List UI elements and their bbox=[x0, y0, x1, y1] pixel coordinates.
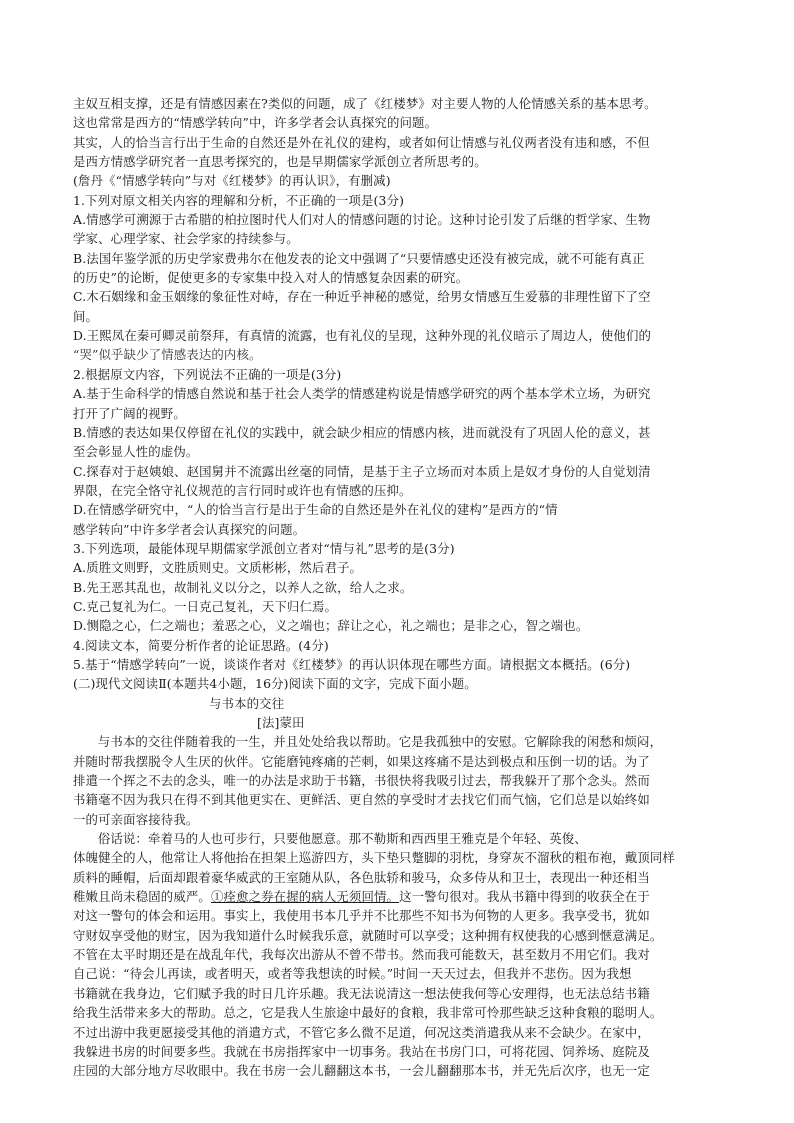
essay-line: 俗话说：牵着马的人也可步行，只要他愿意。那不勒斯和西西里王雅克是个年轻、英俊、 bbox=[97, 831, 587, 847]
option-a-cont: 打开了广阔的视野。 bbox=[73, 405, 186, 421]
option-c-cont: 间。 bbox=[73, 308, 99, 324]
essay-line: 守财奴享受他的财宝，因为我知道什么时候我乐意，就随时可以享受；这种拥有权使我的心感到惬意满足。 bbox=[73, 927, 663, 943]
question-3 bbox=[73, 539, 721, 636]
option-a-cont: 学家、心理学家、社会学家的持续参与。 bbox=[73, 231, 299, 247]
text-line: 这也常常是西方的“情感学转向”中，许多学者会认真探究的问题。 bbox=[73, 115, 438, 131]
question-stem: 3.下列选项，最能体现早期儒家学派创立者对“情与礼”思考的是(3分) bbox=[73, 540, 455, 556]
option-a: A.基于生命科学的情感自然说和基于社会人类学的情感建构说是情感学研究的两个基本学术立场，为研究 bbox=[73, 386, 651, 402]
essay-line-head: 稚嫩且尚未稳固的威严。 bbox=[73, 889, 211, 905]
option-d-cont: 感学转向”中许多学者会认真探究的问题。 bbox=[73, 521, 306, 537]
option-a: A.情感学可溯源于古希腊的柏拉图时代人们对人的情感问题的讨论。这种讨论引发了后继的哲学家、生物 bbox=[73, 212, 651, 228]
essay-line bbox=[73, 887, 721, 906]
option-b: B.先王恶其乱也，故制礼义以分之，以养人之欲，给人之求。 bbox=[73, 579, 413, 595]
text-line: 其实，人的恰当言行出于生命的自然还是外在礼仪的建构，或者如何让情感与礼仪两者没有违和感，不但 bbox=[73, 134, 650, 150]
option-d-cont: “哭”似乎缺少了情感表达的内核。 bbox=[73, 347, 262, 363]
essay-line: 不管在太平时期还是在战乱年代，我每次出游从不曾不带书。然而我可能数天，甚至数月不用它们。我对 bbox=[73, 947, 650, 963]
document-page bbox=[73, 94, 721, 1081]
question-4: 4.阅读文本，简要分析作者的论证思路。(4分) bbox=[73, 637, 329, 653]
question-stem: 1.下列对原文相关内容的理解和分析，不正确的一项是(3分) bbox=[73, 192, 405, 208]
question-1 bbox=[73, 191, 721, 365]
essay-line: 对这一警句的体会和运用。事实上，我使用书本几乎并不比那些不知书为何物的人更多。我享受书，犹如 bbox=[73, 908, 650, 924]
text-line: 主奴互相支撑，还是有情感因素在?类似的问题，成了《红楼梦》对主要人物的人伦情感关系的基本思考。 bbox=[73, 96, 657, 111]
option-b: B.情感的表达如果仅停留在礼仪的实践中，就会缺少相应的情感内核，进而就没有了巩固人伦的意义，甚 bbox=[73, 424, 651, 440]
option-a: A.质胜文则野，文胜质则史。文质彬彬，然后君子。 bbox=[73, 560, 363, 576]
essay-line: 自己说：“待会儿再读，或者明天，或者等我想读的时候。”时间一天天过去，但我并不悲伤。因为我想 bbox=[73, 966, 632, 982]
option-b-cont: 的历史”的论断，促使更多的专家集中投入对人的情感复杂因素的研究。 bbox=[73, 270, 469, 286]
essay-line: 质料的睡帽，后面却跟着豪华威武的王室随从队，各色肽轿和骏马，众多侍从和卫士，表现出一种还相当 bbox=[73, 869, 650, 885]
underlined-quote: ①痊愈之券在握的病人无须回情。 bbox=[210, 889, 400, 905]
option-c: C.克己复礼为仁。一日克己复礼，天下归仁焉。 bbox=[73, 598, 338, 614]
option-d: D.在情感学研究中，“人的恰当言行是出于生命的自然还是外在礼仪的建构”是西方的“情 bbox=[73, 502, 558, 518]
essay-title: 与书本的交往 bbox=[209, 695, 285, 711]
essay-author: [法]蒙田 bbox=[257, 715, 305, 730]
essay-line: 并随时帮我摆脱令人生厌的伙伴。它能磨钝疼痛的芒刺，如果这疼痛不是达到极点和压倒一切的话。为了 bbox=[73, 753, 650, 769]
option-c: C.木石姻缘和金玉姻缘的象征性对峙，存在一种近乎神秘的感觉，给男女情感互生爱慕的非理性留下了空 bbox=[73, 289, 651, 305]
essay-line: 书籍就在我身边，它们赋予我的时日几许乐趣。我无法说清这一想法使我何等心安理得，也无法总结书籍 bbox=[73, 985, 650, 1001]
essay-line: 给我生活带来多大的帮助。总之，它是我人生旅途中最好的食粮，我非常可怜那些缺乏这种食粮的聪明人。 bbox=[73, 1005, 663, 1021]
text-line: 是西方情感学研究者一直思考探究的，也是早期儒家学派创立者所思考的。 bbox=[73, 154, 487, 170]
essay-line: 排遣一个挥之不去的念头，唯一的办法是求助于书籍，书很快将我吸引过去，帮我躲开了那个念头。然而 bbox=[73, 773, 650, 789]
option-b-cont: 至会彰显人性的虚伪。 bbox=[73, 444, 199, 460]
question-stem: 2.根据原文内容，下列说法不正确的一项是(3分) bbox=[73, 366, 342, 382]
option-c-cont: 界限，在完全恪守礼仪规范的言行同时或许也有情感的压抑。 bbox=[73, 482, 412, 498]
option-c: C.探春对于赵姨娘、赵国舅并不流露出丝毫的同情，是基于主子立场而对本质上是奴才身份的人自觉划清 bbox=[73, 463, 651, 479]
essay-line-tail: 这一警句很对。我从书籍中得到的收获全在于 bbox=[399, 889, 650, 905]
essay-line: 我躲进书房的时间要多些。我就在书房指挥家中一切事务。我站在书房门口，可将花园、饲养场、庭院及 bbox=[73, 1043, 650, 1059]
essay-line: 与书本的交往伴随着我的一生，并且处处给我以帮助。它是我孤独中的安慰。它解除我的闲愁和烦闷， bbox=[97, 734, 663, 750]
essay-line: 不过出游中我更愿接受其他的消遣方式，不管它多么微不足道，何况这类消遣我从来不会缺少。在家中， bbox=[73, 1024, 650, 1040]
question-2 bbox=[73, 365, 721, 539]
essay-line: 庄园的大部分地方尽收眼中。我在书房一会儿翻翻这本书，一会儿翻翻那本书，并无先后次序，也无一定 bbox=[73, 1063, 650, 1079]
essay bbox=[73, 694, 721, 1081]
passage-ending bbox=[73, 94, 721, 191]
option-d: D.恻隐之心，仁之端也；羞恶之心，义之端也；辞让之心，礼之端也；是非之心，智之端也。 bbox=[73, 618, 589, 634]
option-d: D.王熙凤在秦可卿灵前祭拜，有真情的流露，也有礼仪的呈现，这种外现的礼仪暗示了周边人，使他们的 bbox=[73, 328, 652, 344]
essay-line: 一的可亲面容接待我。 bbox=[73, 811, 199, 827]
option-b: B.法国年鉴学派的历史学家费弗尔在他发表的论文中强调了“只要情感史还没有被完成，就不可能有真正 bbox=[73, 250, 645, 266]
essay-line: 体魄健全的人，他常让人将他抬在担架上巡游四方，头下垫只蹩脚的羽枕，身穿灰不溜秋的粗布袍，戴顶同样 bbox=[73, 850, 675, 866]
section-heading: (二)现代文阅读Ⅱ(本题共4小题，16分)阅读下面的文字，完成下面小题。 bbox=[73, 676, 477, 692]
source-citation: (詹丹《“情感学转向”与对《红楼梦》的再认识》，有删减) bbox=[73, 173, 391, 189]
essay-line: 书籍毫不因为我只在得不到其他更实在、更鲜活、更自然的享受时才去找它们而气恼，它们总是以始终如 bbox=[73, 792, 650, 808]
question-5: 5.基于“情感学转向”一说，谈谈作者对《红楼梦》的再认识体现在哪些方面。请根据文本概括。(6分) bbox=[73, 656, 631, 672]
